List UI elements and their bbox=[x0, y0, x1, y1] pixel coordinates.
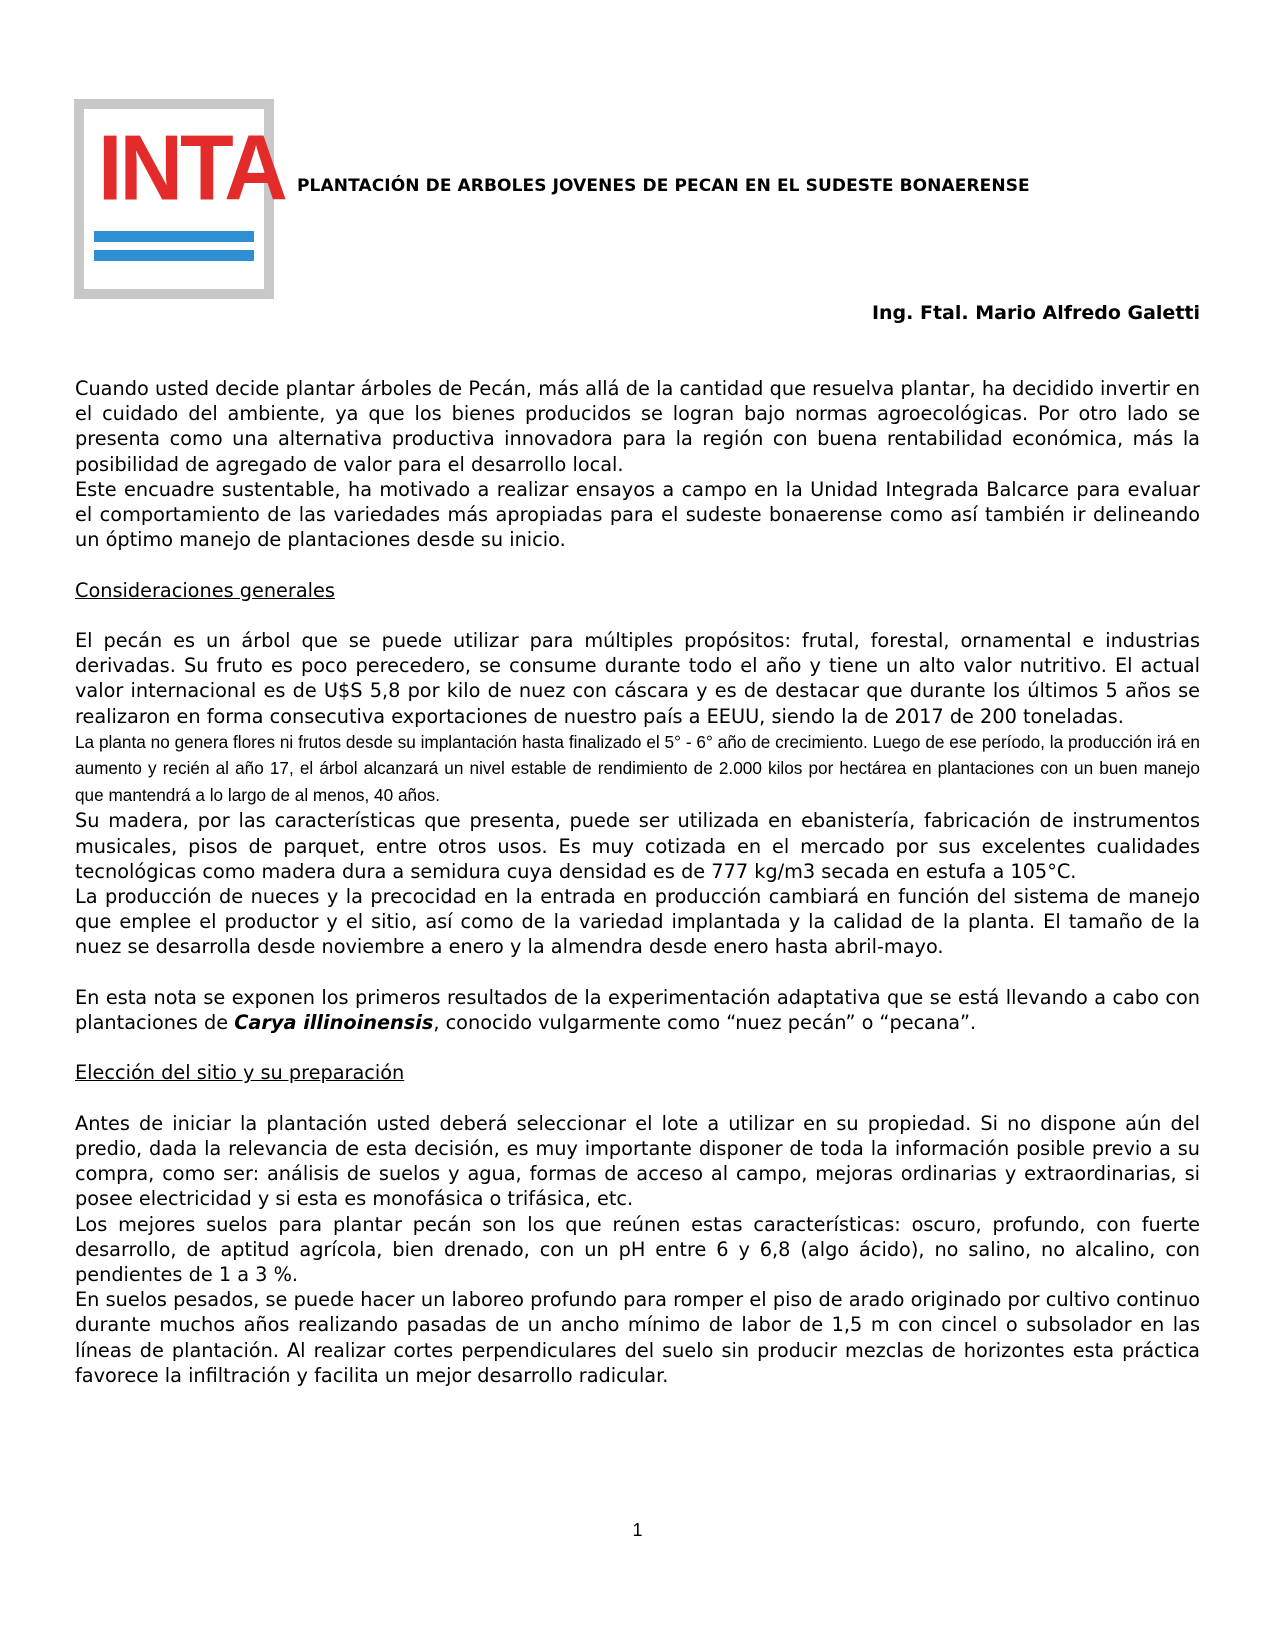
document-author: Ing. Ftal. Mario Alfredo Galetti bbox=[871, 302, 1200, 324]
page-number: 1 bbox=[632, 1520, 643, 1540]
site-paragraph-1: Antes de iniciar la plantación usted deberá seleccionar el lote a utilizar en su propiedad. Si no dispone aún del predio, dada la relevancia de esta decisión, es muy importante disponer de toda la información posible previo a su compra, como ser: análisis de suelos y agua, formas de acceso al campo, mejoras ordinarias y extraordinarias, si posee electricidad y si esta es monofásica o trifásica, etc. bbox=[75, 1111, 1200, 1211]
general-paragraph-1: El pecán es un árbol que se puede utilizar para múltiples propósitos: frutal, forestal, ornamental e industrias derivadas. Su fruto es poco perecedero, se consume durante todo el año y tiene un alto valor nutritivo. El actual valor internacional es de U$S 5,8 por kilo de nuez con cáscara y es de destacar que durante los últimos 5 años se realizaron en forma consecutiva exportaciones de nuestro país a EEUU, siendo la de 2017 de 200 toneladas. bbox=[75, 629, 1200, 728]
species-name: Carya illinoinensis bbox=[234, 1010, 434, 1034]
general-paragraph-3: Su madera, por las características que presenta, puede ser utilizada en ebanistería, fabricación de instrumentos musicales, pisos de parquet, entre otros usos. Es muy cotizada en el mercado por sus excelentes cualidades tecnológicas como madera dura a semidura cuya densidad es de 777 kg/m3 secada en estufa a 105°C. bbox=[75, 809, 1200, 883]
inta-logo bbox=[74, 99, 285, 299]
general-paragraph-2: La planta no genera flores ni frutos desde su implantación hasta finalizado el 5° - 6° año de crecimiento. Luego de ese período, la producción irá en aumento y recién al año 17, el árbol alcanzará un nivel estable de rendimiento de 2.000 kilos por hectárea en plantaciones con un buen manejo que mantendrá a lo largo de al menos, 40 años. bbox=[75, 731, 1200, 805]
inta-logo-text: INTA bbox=[98, 115, 285, 220]
section-heading-site: Elección del sitio y su preparación bbox=[75, 1061, 405, 1085]
note-text-after: , conocido vulgarmente como “nuez pecán” o “pecana”. bbox=[433, 1010, 977, 1034]
logo-stripe-bottom bbox=[94, 250, 254, 261]
document-body bbox=[75, 376, 1200, 1388]
intro-paragraph-2: Este encuadre sustentable, ha motivado a realizar ensayos a campo en la Unidad Integrada Balcarce para evaluar el comportamiento de las variedades más apropiadas para el sudeste bonaerense como así también ir delineando un óptimo manejo de plantaciones desde su inicio. bbox=[75, 477, 1200, 552]
inta-logo-panel bbox=[84, 109, 285, 289]
note-paragraph bbox=[75, 985, 1200, 1035]
site-paragraph-2: Los mejores suelos para plantar pecán son los que reúnen estas características: oscuro, profundo, con fuerte desarrollo, de aptitud agrícola, bien drenado, con un pH entre 6 y 6,8 (algo ácido), no salino, no alcalino, con pendientes de 1 a 3 %. bbox=[75, 1212, 1200, 1286]
intro-paragraph-1: Cuando usted decide plantar árboles de Pecán, más allá de la cantidad que resuelva plantar, ha decidido invertir en el cuidado del ambiente, ya que los bienes producidos se logran bajo normas agroecológicas. Por otro lado se presenta como una alternativa productiva innovadora para la región con buena rentabilidad económica, más la posibilidad de agregado de valor para el desarrollo local. bbox=[75, 377, 1200, 476]
section-heading-general: Consideraciones generales bbox=[75, 578, 335, 602]
general-paragraph-4: La producción de nueces y la precocidad en la entrada en producción cambiará en función del sistema de manejo que emplee el productor y el sitio, así como de la variedad implantada y la calidad de la planta. El tamaño de la nuez se desarrolla desde noviembre a enero y la almendra desde enero hasta abril-mayo. bbox=[75, 884, 1200, 959]
site-paragraph-3: En suelos pesados, se puede hacer un laboreo profundo para romper el piso de arado originado por cultivo continuo durante muchos años realizando pasadas de un ancho mínimo de labor de 1,5 m con cincel o subsolador en las líneas de plantación. Al realizar cortes perpendiculares del suelo sin producir mezclas de horizontes esta práctica favorece la infiltración y facilita un mejor desarrollo radicular. bbox=[75, 1288, 1200, 1387]
note-text-before: En esta nota se exponen los primeros resultados de la experimentación adaptativa que se está llevando a cabo con plantaciones de bbox=[75, 985, 1200, 1034]
document-title: PLANTACIÓN DE ARBOLES JOVENES DE PECAN EN EL SUDESTE BONAERENSE bbox=[297, 176, 1030, 196]
logo-stripe-top bbox=[94, 231, 254, 242]
